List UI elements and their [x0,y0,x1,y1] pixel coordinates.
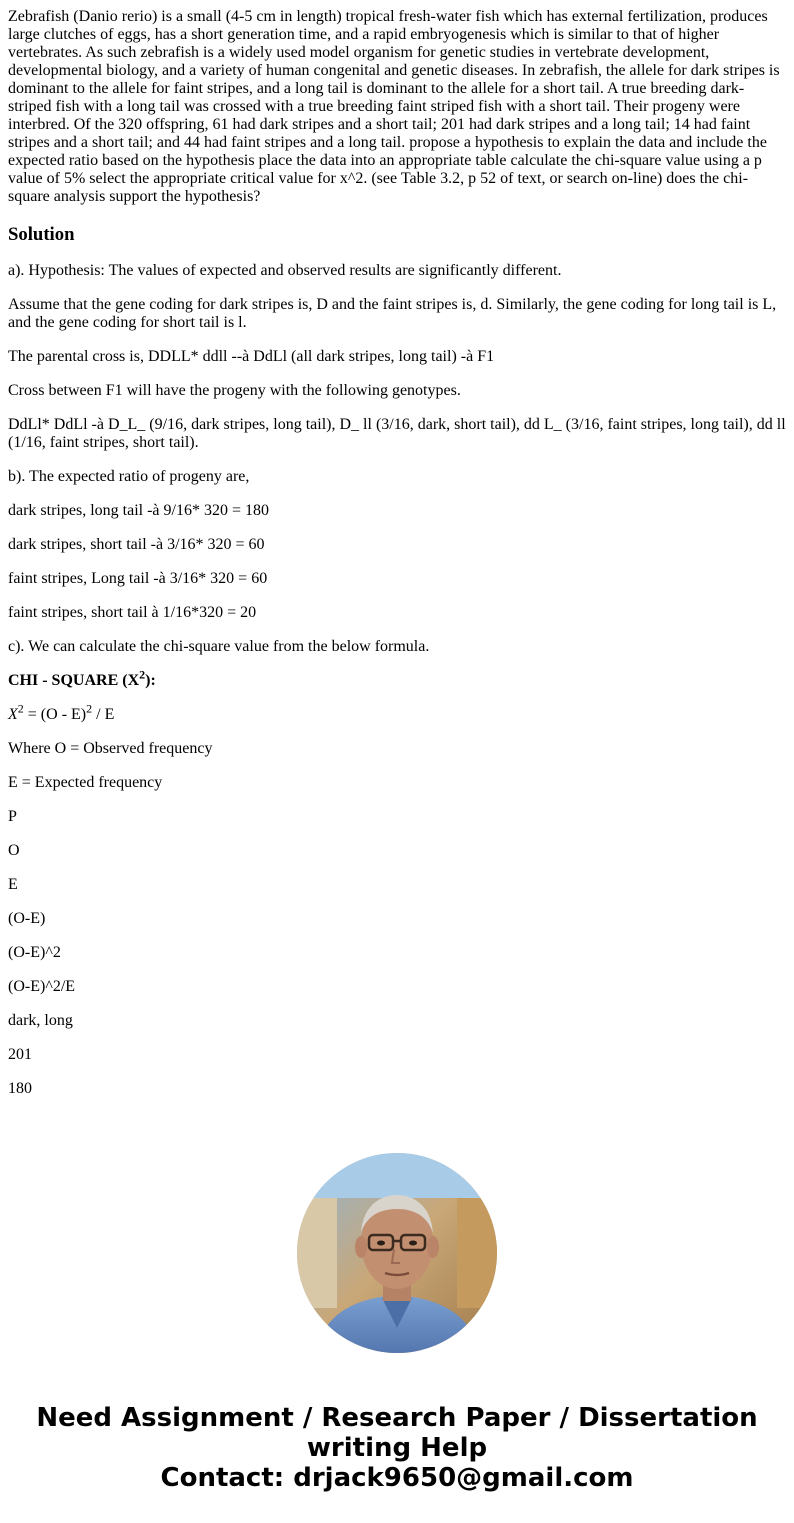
genotypes-text: DdLl* DdLl -à D_L_ (9/16, dark stripes, long tail), D_ ll (3/16, dark, short tail), dd L_ (3/16, faint stripes, long tail), dd ll (1/16, faint stripes, short tail). [8,416,786,451]
avatar-portrait [297,1153,497,1353]
table-cell: 201 [8,1046,32,1063]
chi-square-title: CHI - SQUARE $(X^2)$: [8,667,156,689]
hypothesis-text: a). Hypothesis: The values of expected and observed results are significantly different. [8,262,562,279]
table-cell: E [8,876,18,893]
table-cell: dark, long [8,1012,73,1029]
where-expected: E = Expected frequency [8,774,163,791]
avatar [297,1153,497,1353]
where-observed: Where O = Observed frequency [8,740,213,757]
table-cell: (O-E) [8,910,46,927]
question-text: Zebrafish (Danio rerio) is a small (4-5 cm in length) tropical fresh-water fish which has external fertilization, produces large clutches of eggs, has a short generation time, and a rapid embryogenesis which is similar to that of higher vertebrates. As such zebrafish is a widely used model organism for genetic studies in vertebrate development, developmental biology, and a variety of human congenital and genetic diseases. In zebrafish, the allele for dark stripes is dominant to the allele for faint stripes, and a long tail is dominant to the allele for a short tail. A true breeding dark-striped fish with a long tail was crossed with a true breeding faint striped fish with a short tail. Their progeny were interbred. Of the 320 offspring, 61 had dark stripes and a short tail; 201 had dark stripes and a long tail; 14 had faint stripes and a short tail; and 44 had faint stripes and a long tail. propose a hypothesis to explain the data and include the expected ratio based on the hypothesis place the data into an appropriate table calculate the chi-square value using a p value of 5% select the appropriate critical value for x^2. (see Table 3.2, p 52 of text, or search on-line) does the chi-square analysis support the hypothesis? [8,8,780,205]
footer-line: writing Help [306,1433,488,1463]
assume-text: Assume that the gene coding for dark stripes is, D and the faint stripes is, d. Similarly, the gene coding for long tail is L, and the gene coding for short tail is l. [8,296,777,331]
cross-f1-text: Cross between F1 will have the progeny with the following genotypes. [8,382,461,399]
chi-intro: c). We can calculate the chi-square value from the below formula. [8,638,430,655]
expected-item: dark stripes, long tail -à 9/16* 320 = 180 [8,502,269,519]
table-cell: (O-E)^2/E [8,978,76,995]
solution-body [8,262,786,1098]
table-cell: (O-E)^2 [8,944,61,961]
expected-item: faint stripes, short tail à 1/16*320 = 20 [8,604,257,621]
footer-line: Need Assignment / Research Paper / Dissertation [36,1403,758,1433]
solution-heading: Solution [8,224,75,245]
expected-item: faint stripes, Long tail -à 3/16* 320 = 60 [8,570,268,587]
chi-formula: $X^2 = (O - E)^2 / E$ [8,701,115,723]
expected-intro: b). The expected ratio of progeny are, [8,468,250,485]
table-cell: 180 [8,1080,32,1097]
table-cell: P [8,808,17,825]
parental-cross-text: The parental cross is, DDLL* ddll --à DdLl (all dark stripes, long tail) -à F1 [8,348,495,365]
table-cell: O [8,842,20,859]
footer-contact: Contact: drjack9650@gmail.com [160,1463,634,1493]
footer-banner [0,1403,794,1493]
expected-item: dark stripes, short tail -à 3/16* 320 = 60 [8,536,265,553]
